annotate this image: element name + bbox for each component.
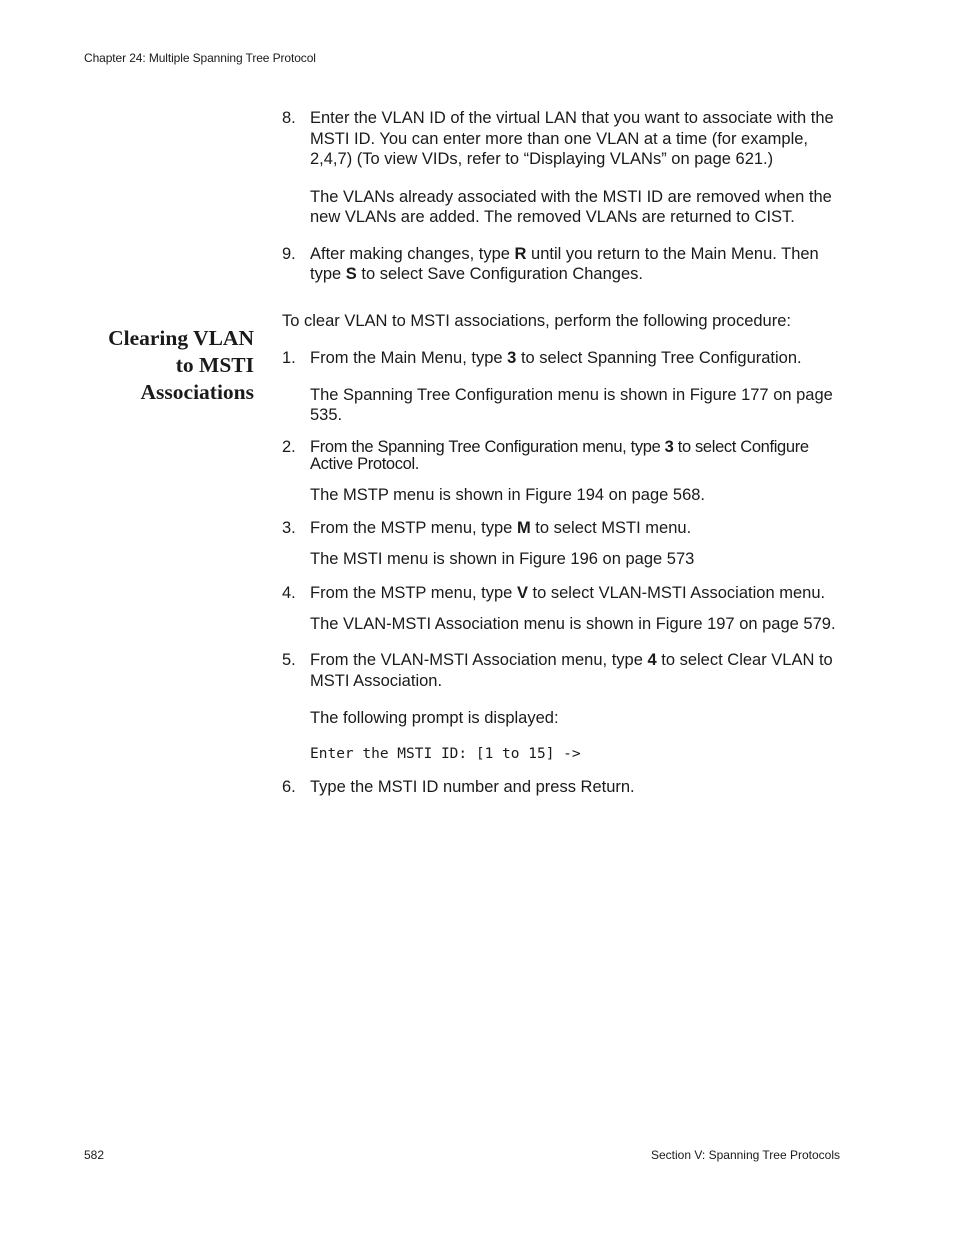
step-text: From the VLAN-MSTI Association menu, type 4 to select Clear VLAN to MSTI Association.: [310, 651, 833, 690]
step-9: [282, 244, 847, 285]
step-number: 1.: [282, 349, 296, 367]
step-5: [282, 650, 847, 691]
procedure-intro: To clear VLAN to MSTI associations, perform the following procedure:: [282, 311, 791, 330]
step-2-note: The MSTP menu is shown in Figure 194 on page 568.: [310, 485, 706, 504]
key-m: M: [516, 519, 531, 537]
step-4-note: The VLAN-MSTI Association menu is shown in Figure 197 on page 579.: [310, 614, 836, 633]
step-1: [282, 348, 847, 369]
step-text: After making changes, type R until you return to the Main Menu. Then type S to select Save Configuration Changes.: [310, 244, 819, 283]
step-number: 5.: [282, 651, 296, 669]
section-heading-line1: Clearing VLAN: [108, 326, 254, 350]
body-text: [282, 108, 847, 798]
step-2: [282, 439, 847, 474]
step-5-note: The following prompt is displayed:: [310, 709, 559, 727]
step-text: Enter the VLAN ID of the virtual LAN that you want to associate with the MSTI ID. You can enter more than one VLAN at a time (for example, 2,4,7) (To view VIDs, refer to “Displaying VLANs” on page 621.): [310, 109, 834, 168]
step-text: From the Main Menu, type 3 to select Spanning Tree Configuration.: [310, 349, 802, 367]
step-3: [282, 518, 847, 539]
step-8: [282, 108, 847, 170]
step-3-note: The MSTI menu is shown in Figure 196 on page 573: [310, 549, 695, 568]
step-number: 4.: [282, 584, 296, 602]
step-number: 8.: [282, 109, 296, 127]
page-number: 582: [84, 1148, 105, 1162]
running-footer: Section V: Spanning Tree Protocols: [651, 1148, 840, 1162]
key-v: V: [516, 584, 528, 602]
step-1-note: The Spanning Tree Configuration menu is shown in Figure 177 on page 535.: [310, 385, 833, 424]
step-text: From the MSTP menu, type M to select MSTI menu.: [310, 519, 692, 537]
key-3: 3: [507, 349, 517, 367]
step-text: From the Spanning Tree Configuration menu, type 3 to select Configure Active Protocol.: [310, 437, 809, 473]
section-heading-line3: Associations: [140, 380, 254, 404]
section-heading: [60, 325, 254, 406]
key-r: R: [514, 244, 527, 263]
step-number: 3.: [282, 519, 296, 537]
step-number: 9.: [282, 244, 296, 263]
step-8-note: The VLANs already associated with the MSTI ID are removed when the new VLANs are added. The removed VLANs are returned to CIST.: [310, 187, 832, 226]
step-4: [282, 583, 847, 604]
step-text: From the MSTP menu, type V to select VLAN-MSTI Association menu.: [310, 584, 826, 602]
step-number: 6.: [282, 778, 296, 796]
section-heading-line2: to MSTI: [175, 353, 254, 377]
step-text: Type the MSTI ID number and press Return.: [310, 778, 635, 796]
key-3: 3: [664, 437, 674, 456]
console-prompt: Enter the MSTI ID: [1 to 15] ->: [310, 745, 581, 762]
running-header: Chapter 24: Multiple Spanning Tree Protocol: [84, 51, 316, 65]
key-s: S: [345, 265, 357, 283]
key-4: 4: [647, 651, 657, 669]
step-6: [282, 777, 847, 798]
step-number: 2.: [282, 437, 296, 456]
